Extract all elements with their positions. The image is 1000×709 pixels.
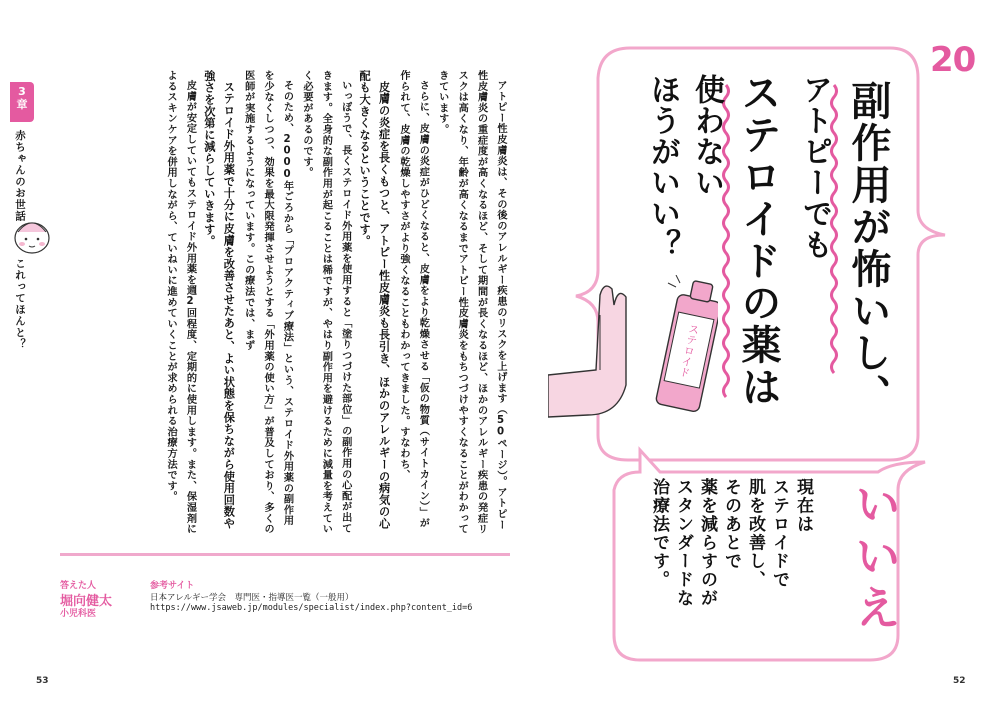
author-label: 答えた人: [60, 581, 97, 591]
body-paragraph: アトピー性皮膚炎は、その後のアレルギー疾患のリスクを上げます（50ページ）。アトピー性皮膚炎の重症度が高くなるほど、そして期間が長くなるほど、ほかのアレルギー疾患の発症リスクは高くなり、年齢が高くなるまでアトピー性皮膚炎をもちつづけやすくなることがわかってきています。: [436, 70, 506, 535]
baby-face-icon: [8, 212, 56, 260]
answer-line: ステロイドで: [769, 478, 789, 589]
answer-line: 治療法です。: [649, 478, 669, 589]
divider: [60, 553, 510, 556]
chapter-subtitle: これってほんと？: [14, 258, 26, 350]
question-number: 20: [930, 40, 976, 80]
hand-and-tube-illustration: [548, 275, 718, 435]
page-number-right: 52: [953, 676, 966, 686]
answer-line: 肌を改善し、: [745, 478, 765, 589]
body-paragraph: 皮膚が安定していてもステロイド外用薬を週2回程度、定期的に使用します。また、保湿剤によるスキンケアを併用しながら、ていねいに進めていくことが求められる治療方法です。: [165, 70, 196, 535]
reference-label: 参考サイト: [150, 581, 195, 591]
question-line: 副作用が怖いし、: [845, 80, 891, 416]
question-line: アトピーでも: [797, 74, 832, 260]
answer-line: 現在は: [793, 478, 813, 534]
page-number-left: 53: [36, 676, 49, 686]
reference-url[interactable]: https://www.jsaweb.jp/modules/specialist/index.php?content_id=6: [150, 603, 473, 613]
body-paragraph: そのため、2000年ごろから「プロアクティブ療法」という、ステロイド外用薬の副作用を少なくしつつ、効果を最大限発揮させようとする「外用薬の使い方」が普及しており、多くの医師が実施するようになっています。この療法では、まず: [242, 70, 293, 535]
author-name: 堀向健太: [60, 594, 113, 609]
chapter-title: 赤ちゃんのお世話: [14, 130, 26, 222]
question-line: 使わない: [689, 74, 724, 198]
question-line: ステロイドの薬は: [735, 72, 781, 408]
chapter-number: 3: [18, 85, 26, 98]
question-line: ほうがいい？: [645, 74, 680, 260]
answer-text: [640, 478, 815, 628]
answer-line: スタンダードな: [673, 478, 693, 608]
answer-line: 薬を減らすのが: [697, 478, 717, 608]
reference-title: 日本アレルギー学会 専門医・指導医一覧（一般用）: [150, 593, 354, 603]
author-title: 小児科医: [60, 609, 97, 619]
chapter-number-suffix: 章: [16, 98, 28, 111]
body-paragraph: いっぽうで、長くステロイド外用薬を使用すると「塗りつづけた部位」の副作用の心配が出てきます。全身的な副作用が起こることは稀ですが、やはり副作用を避けるために減量を考えていく必要があるのです。: [300, 70, 351, 535]
chapter-tab: [10, 82, 34, 122]
body-paragraph-emphasis: 皮膚の炎症を長くもつと、アトピー性皮膚炎も長引き、ほかのアレルギーの病気の心配も大きくなるということです。: [358, 70, 391, 530]
body-paragraph: さらに、皮膚の炎症がひどくなると、皮膚をより乾燥させる「仮の物質（サイトカイン）」が作られて、皮膚の乾燥しやすさがより強くなることもわかってきました。すなわち、: [397, 70, 429, 529]
tube-label: ステロイド: [676, 322, 702, 379]
body-paragraph-emphasis: ステロイド外用薬で十分に皮膚を改善させたあと、よい状態を保ちながら使用回数や強さを次第に減らしていきます。: [202, 70, 236, 530]
answer-word: いいえ: [848, 480, 902, 636]
answer-line: そのあとで: [721, 478, 741, 571]
article-body: [60, 70, 510, 535]
